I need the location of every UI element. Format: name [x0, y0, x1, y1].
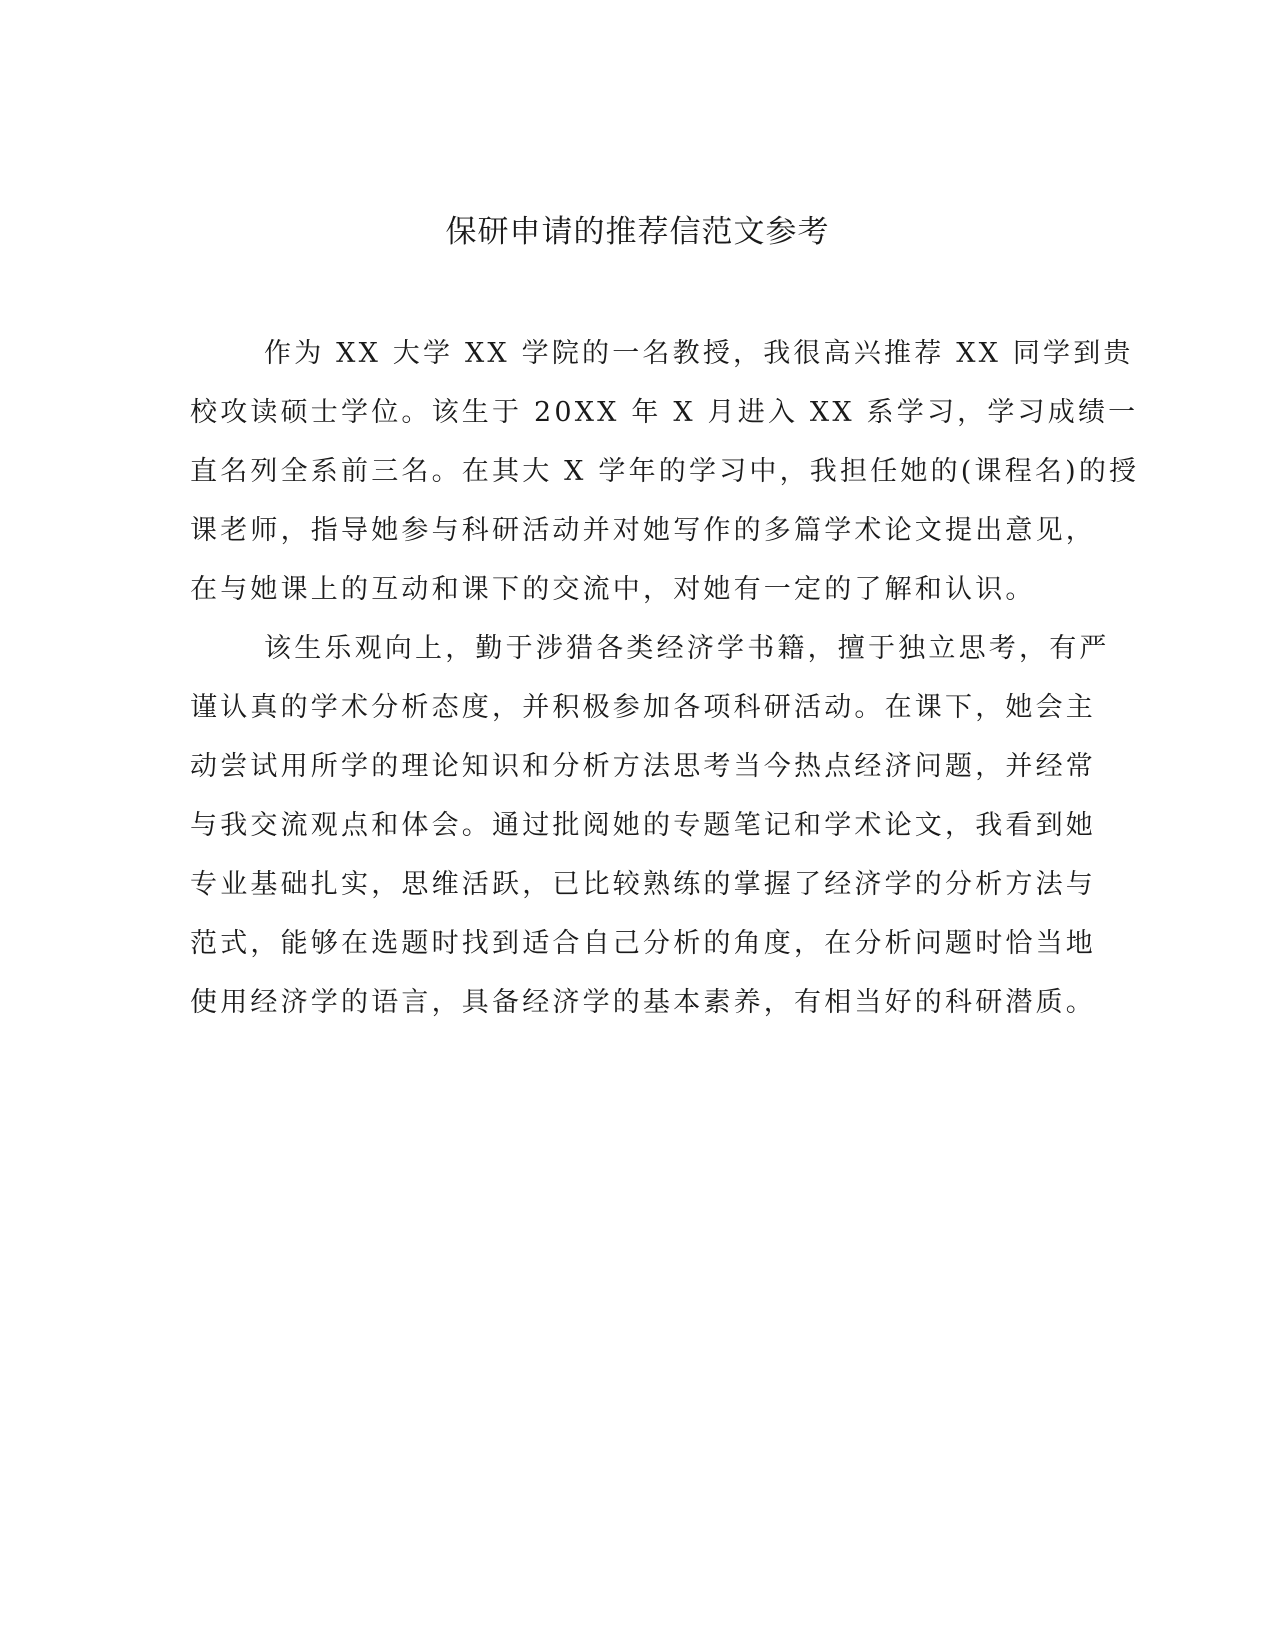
paragraph-1-line-3: 直名列全系前三名。在其大 X 学年的学习中，我担任她的(课程名)的授	[190, 456, 1140, 487]
paragraph-1-line-2: 校攻读硕士学位。该生于 20XX 年 X 月进入 XX 系学习，学习成绩一	[190, 397, 1139, 428]
paragraph-2-line-7: 使用经济学的语言，具备经济学的基本素养，有相当好的科研潜质。	[190, 987, 1096, 1018]
paragraph-2-line-5: 专业基础扎实，思维活跃，已比较熟练的掌握了经济学的分析方法与	[190, 869, 1096, 900]
paragraph-2-line-1: 该生乐观向上，勤于涉猎各类经济学书籍，擅于独立思考，有严	[264, 633, 1110, 664]
paragraph-2-line-6: 范式，能够在选题时找到适合自己分析的角度，在分析问题时恰当地	[190, 928, 1096, 959]
paragraph-1-line-1: 作为 XX 大学 XX 学院的一名教授，我很高兴推荐 XX 同学到贵	[264, 338, 1134, 369]
paragraph-1-line-4: 课老师，指导她参与科研活动并对她写作的多篇学术论文提出意见，	[190, 515, 1096, 546]
paragraph-2-line-2: 谨认真的学术分析态度，并积极参加各项科研活动。在课下，她会主	[190, 692, 1096, 723]
paragraph-1-line-5: 在与她课上的互动和课下的交流中，对她有一定的了解和认识。	[190, 574, 1036, 605]
paragraph-2-line-4: 与我交流观点和体会。通过批阅她的专题笔记和学术论文，我看到她	[190, 810, 1096, 841]
document-body	[190, 330, 1140, 1038]
paragraph-2-line-3: 动尝试用所学的理论知识和分析方法思考当今热点经济问题，并经常	[190, 751, 1096, 782]
document-title: 保研申请的推荐信范文参考	[445, 214, 830, 250]
